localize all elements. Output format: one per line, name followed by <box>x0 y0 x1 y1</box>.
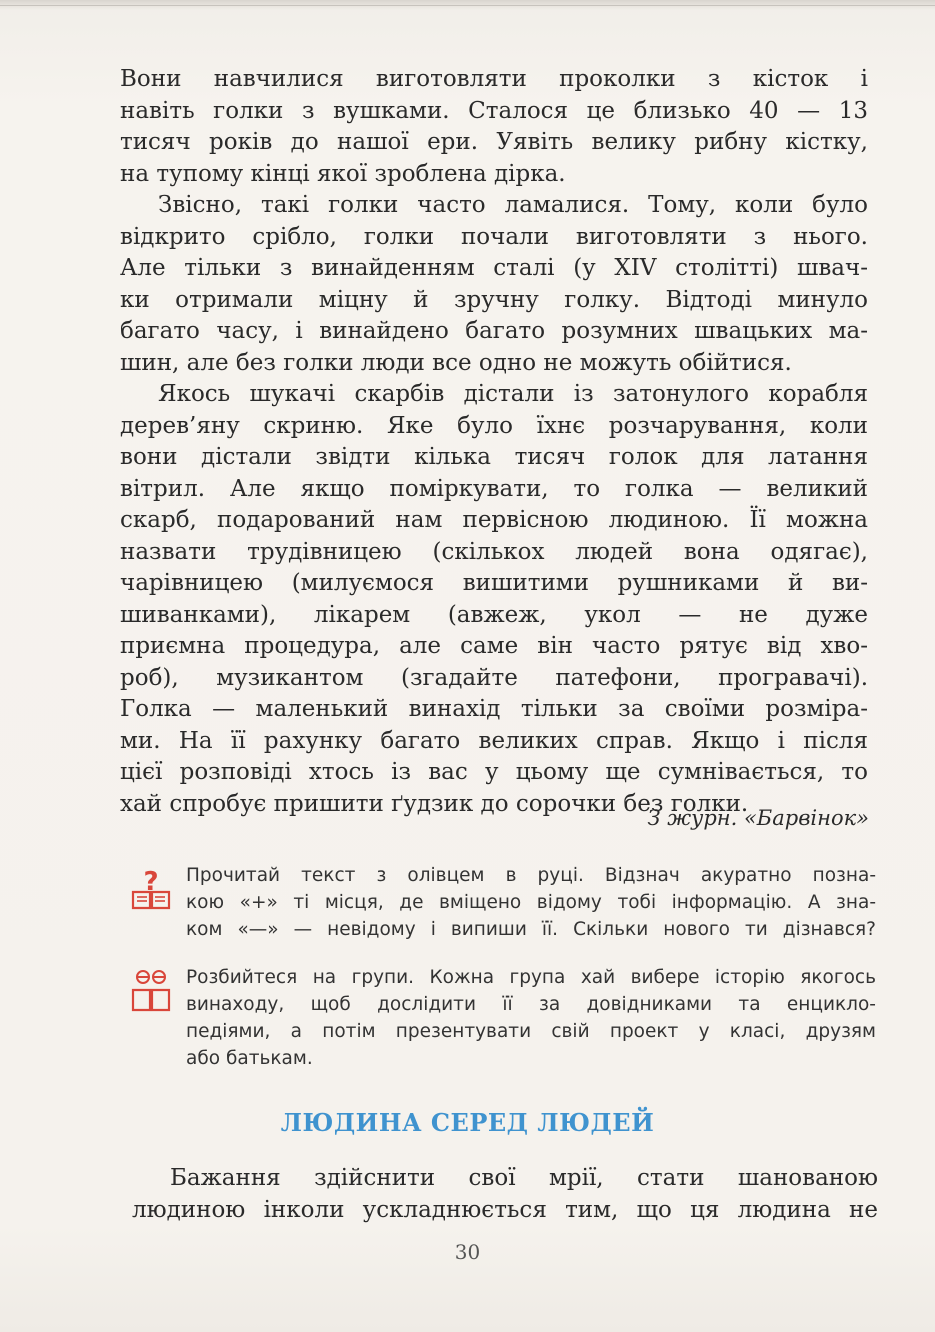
svg-text:?: ? <box>143 867 159 897</box>
task-line: Прочитай текст з олівцем в руці. Відзнач акуратно позна- <box>186 865 876 886</box>
text-line: скарб, подарований нам первісною людиною. Її можна <box>120 507 868 533</box>
text-line: відкрито срібло, голки почали виготовляти з нього. <box>120 223 868 250</box>
text-line: багато часу, і винайдено багато розумних швацьких ма- <box>120 318 868 344</box>
task-text <box>186 964 876 1072</box>
text-line: цієї розповіді хтось із вас у цьому ще сумнівається, то <box>120 759 868 785</box>
text-line: вітрил. Але якщо поміркувати, то голка — великий <box>120 475 868 502</box>
text-line: на тупому кінці якої зроблена дірка. <box>120 160 566 187</box>
task-line: винаходу, щоб дослідити її за довідниками та енцикло- <box>186 994 876 1015</box>
text-line: ми. На її рахунку багато великих справ. Якщо і після <box>120 727 868 754</box>
text-line: роб), музикантом (згадайте патефони, програвачі). <box>120 664 868 691</box>
text-line: Звісно, такі голки часто ламалися. Тому, коли було <box>158 192 868 218</box>
text-line: навіть голки з вушками. Сталося це близько 40 — 13 <box>120 97 868 124</box>
text-line: шиванками), лікарем (авжеж, укол — не дуже <box>120 601 868 628</box>
text-line: дерев’яну скриню. Яке було їхнє розчарування, коли <box>120 412 868 439</box>
text-line: хай спробує пришити ґудзик до сорочки без голки. <box>120 790 749 817</box>
task-line: Розбийтеся на групи. Кожна група хай вибере історію якогось <box>186 967 876 988</box>
source-citation: З журн. «Барвінок» <box>647 806 869 830</box>
task-line: ком «—» — невідому і випиши її. Скільки нового ти дізнався? <box>186 919 876 940</box>
section-title: ЛЮДИНА СЕРЕД ЛЮДЕЙ <box>280 1108 655 1137</box>
text-line: ки отримали міцну й зручну голку. Відтоді минуло <box>120 286 868 313</box>
question-book-icon <box>130 866 172 912</box>
task-text <box>186 862 876 943</box>
text-line: вони дістали звідти кілька тисяч голок для латання <box>120 444 868 470</box>
text-line: тисяч років до нашої ери. Уявіть велику рибну кістку, <box>120 129 868 155</box>
text-line: назвати трудівницею (скількох людей вона одягає), <box>120 538 868 565</box>
text-line: Якось шукачі скарбів дістали із затонулого корабля <box>158 381 868 407</box>
text-line: Вони навчилися виготовляти проколки з кісток і <box>120 66 868 92</box>
section-text <box>132 1162 878 1226</box>
text-line: приємна процедура, але саме він часто рятує від хво- <box>120 633 868 659</box>
text-line: шин, але без голки люди все одно не можуть обійтися. <box>120 349 792 376</box>
page-number: 30 <box>454 1240 481 1264</box>
task-line: кою «+» ті місця, де вміщено відому тобі інформацію. А зна- <box>186 892 876 913</box>
group-reading-icon <box>130 968 172 1014</box>
task-line: педіями, а потім презентувати свій проект у класі, друзям <box>186 1021 876 1042</box>
text-line: Бажання здійснити свої мрії, стати шанованою <box>170 1165 878 1191</box>
text-line: людиною інколи ускладнюється тим, що ця людина не <box>132 1197 878 1223</box>
text-line: Голка — маленький винахід тільки за своїми розміра- <box>120 696 868 722</box>
task-line: або батькам. <box>186 1048 313 1069</box>
text-line: Але тільки з винайденням сталі (у XIV столітті) швач- <box>120 255 868 281</box>
main-text <box>120 64 868 820</box>
page-top-edge <box>0 0 935 10</box>
text-line: чарівницею (милуємося вишитими рушниками й ви- <box>120 570 868 596</box>
